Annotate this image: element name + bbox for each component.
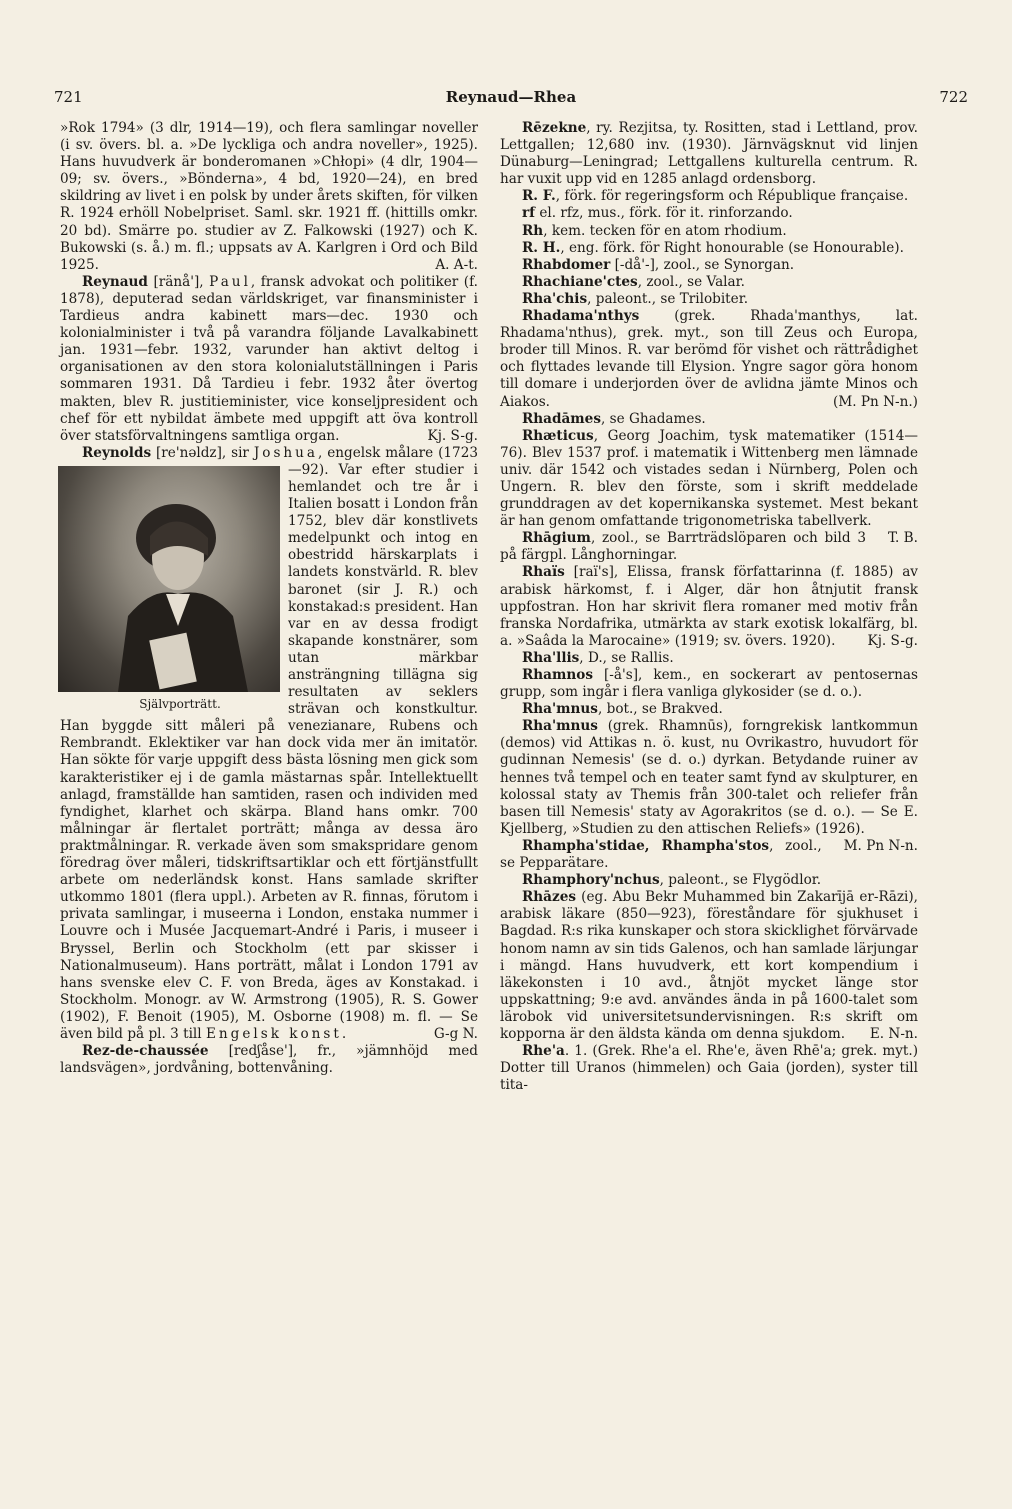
entry-rhagium: Rhāgium, zool., se Barrträdslöparen och bild 3 på färgpl. Långhorningar. [500,530,866,564]
self-portrait-image [58,466,280,692]
entry-reynaud: Reynaud [ränå'], Paul, fransk advokat och politiker (f. 1878), deputerad sedan världskriget, var finansminister i Tardieus andra kabinett mars—dec. 1930 och kolonialminister i två på varandra följande Lavalkabinett jan. 1931—febr. 1932, varunder han aktivt deltog i organisationen av den stora kolonialutställningen i Paris sommaren 1931. Då Tardieu i febr. 1932 åter övertog makten, blev R. justitieminister, vice konseljpresident och chef för ett nybildat ämbete med uppgift att öva kontroll över statsförvaltningens samtliga organ. Kj. S-g. [60,273,478,444]
entry-rf: R. F., förk. för regeringsform och République française. [522,188,909,205]
entry-rfz: rf el. rfz, mus., förk. för it. rinforzando. [522,205,793,222]
entry-rez-de-chaussee: Rez-de-chaussée [redʃåse'], fr., »jämnhöjd med landsvägen», jordvåning, bottenvåning. [60,1043,478,1077]
entry-rhamnos: Rhamnos [-å's], kem., en sockerart av pentosernas grupp, som ingår i flera vanliga glykosider (se d. o.). [500,667,918,701]
entry-rhais: Rhaïs [raï's], Elissa, fransk författarinna (f. 1885) av arabisk härkomst, f. i Alger, där hon åtnjutit fransk uppfostran. Hon har skrivit flera romaner med motiv från franska Nordafrika, utmärkta av stark exotisk lokalfärg, bl. a. »Saâda la Marocaine» (1919; sv. övers. 1920). Kj. S-g. [500,564,918,649]
page-header [54,88,968,110]
entry-rezekne: Rēzekne, ry. Rezjitsa, ty. Rositten, stad i Lettland, prov. Lettgallen; 12,680 inv. (1930). Järnvägsknut vid linjen Dünaburg—Leningrad; Lettgallens kulturella centrum. R. har vuxit upp vid en 1285 anlagd ordensborg. [500,120,918,188]
entry-rhamnus-grek: Rha'mnus (grek. Rhamnūs), forngrekisk lantkommun (demos) vid Attikas n. ö. kust, nu Ovrikastro, huvudort för gudinnan Nemesis' (se d. o.) dyrkan. Betydande ruiner av hennes två tempel och en teater samt fynd av skulpturer, en kolossal staty av Themis från 300-talet och reliefer från basen till Nemesis' staty av Agorakritos (se d. o.). — Se E. Kjellberg, »Studien zu den attischen Reliefs» (1926). M. Pn N-n. [500,718,918,854]
page-number-left: 721 [54,88,83,106]
entry-rhadamanthys: Rhadama'nthys (grek. Rhada'manthys, lat. Rhadama'nthus), grek. myt., son till Zeus och Europa, broder till Minos. R. var berömd för vishet och rättrådighet och flyttades levande till Elysion. Yngre sagor göra honom till domare i underjorden över de avlidna jämte Minos och Aiakos. (M. Pn N-n.) [500,308,918,410]
entry-rhamphorynchus: Rhamphory'nchus, paleont., se Flygödlor. [522,872,822,889]
entry-reymont-continued: »Rok 1794» (3 dlr, 1914—19), och flera samlingar noveller (i sv. övers. bl. a. »De lyckliga och andra noveller», 1925). Hans huvudverk är bonderomanen »Chłopi» (4 dlr, 1904—09; sv. övers., »Bönderna», 4 bd, 1920—24), en bred skildring av livet i en polsk by under årets skiften, för vilken R. 1924 erhöll Nobelpriset. Saml. skr. 1921 ff. (hittills omkr. 20 bd). Smärre po. studier av Z. Falkowski (1927) och K. Bukowski (s. å.) m. fl.; uppsats av A. Karlgren i Ord och Bild 1925. A. A-t. [60,120,478,273]
right-column [500,120,918,1094]
entry-rhamnus-bot: Rha'mnus, bot., se Brakved. [522,701,723,718]
entry-rhachis: Rha'chis, paleont., se Trilobiter. [522,290,749,307]
entry-reynolds: Reynolds [re'nəldz], sir Joshua Självporträtt. , engelsk målare (1723—92). Var efter studier i hemlandet och tre år i Italien bosatt i London från 1752, blev där konstlivets medelpunkt och intog en obestridd härskarplats i landets konstvärld. R. blev baronet (sir J. R.) och konstakad:s president. Han var en av dessa frodigt skapande konstnärer, som utan märkbar ansträngning tillägna sig resultaten av seklers strävan och konstkultur. Han byggde sitt måleri på venezianare, Rubens och Rembrandt. Eklektiker var han dock vida mer än imitatör. Han sökte för varje uppgift dess bästa lösning men gick som karakteristiker ej i de gamla mästarnas spår. Intellektuellt anlagd, framställde han samtiden, rasen och individen med fyndighet, klarhet och skärpa. Bland hans omkr. 700 målningar är flertalet porträtt; många av dessa äro praktmålningar. R. verkade även som smakspridare genom föredrag över måleri, tidskriftsartiklar och ett förtjänstfullt arbete om nederländsk konst. Hans samlade skrifter utkommo 1801 (flera uppl.). Arbeten av R. finnas, förutom i privata samlingar, i museerna i London, enstaka nummer i Louvre och i Musée Jacquemart-André i Paris, i museer i Bryssel, Berlin och Stockholm (ett par skisser i Nationalmuseum). Hans porträtt, målat i London 1791 av hans svenske elev C. F. von Breda, äges av Konstakad. i Stockholm. Monogr. av W. Armstrong (1905), R. S. Gower (1902), F. Benoit (1905), M. Osborne (1908) m. fl. — Se även bild på pl. 3 till Engelsk konst. G-g N. [60,444,478,1042]
entry-rh: Rh, kem. tecken för en atom rhodium. [522,222,787,239]
left-column [60,120,478,1077]
entry-rhaeticus: Rhæticus, Georg Joachim, tysk matematiker (1514—76). Blev 1537 prof. i matematik i Wittenberg men lämnade univ. där 1542 och vistades sedan i Nürnberg, Polen och Ungern. R. blev den förste, som i skrift meddelade grunddragen av det kopernikanska systemet. Mest bekant är han genom omfattande trigonometriska tabellverk. T. B. [500,427,918,547]
entry-rh-h: R. H., eng. förk. för Right honourable (se Honourable). [522,239,904,256]
entry-rhadames: Rhadāmes, se Ghadames. [522,410,706,427]
portrait-figure [58,466,280,713]
portrait-caption: Självporträtt. [139,696,221,711]
entry-rhachianectes: Rhachiane'ctes, zool., se Valar. [522,273,745,290]
entry-rhazes: Rhāzes (eg. Abu Bekr Muhammed bin Zakarījā er-Rāzi), arabisk läkare (850—923), föreståndare för sjukhuset i Bagdad. R:s rika kunskaper och stora skicklighet förvärvade honom namn av sin tids Galenos, och han samlade lärjungar i mängd. Hans huvudverk, ett kort kompendium i läkekonsten i 10 avd., åtnjöt mycket länge stor uppskattning; 9:e avd. användes ända in på 1600-talet som lärobok vid universitetsundervisningen. R:s skrift om kopporna är den äldsta kända om denna sjukdom. E. N-n. [500,889,918,1042]
entry-rhamphastidae: Rhampha'stidae, Rhampha'stos, zool., se Pepparätare. [500,837,822,872]
running-head: Reynaud—Rhea [445,88,577,106]
entry-rhea: Rhe'a. 1. (Grek. Rhe'a el. Rhe'e, även Rhē'a; grek. myt.) Dotter till Uranos (himmelen) och Gaia (jorden), syster till tita- [500,1043,918,1094]
page-number-right: 722 [939,88,968,106]
entry-rhallis: Rha'llis, D., se Rallis. [522,649,674,666]
entry-rhabdomer: Rhabdomer [-då'-], zool., se Synorgan. [522,256,795,273]
